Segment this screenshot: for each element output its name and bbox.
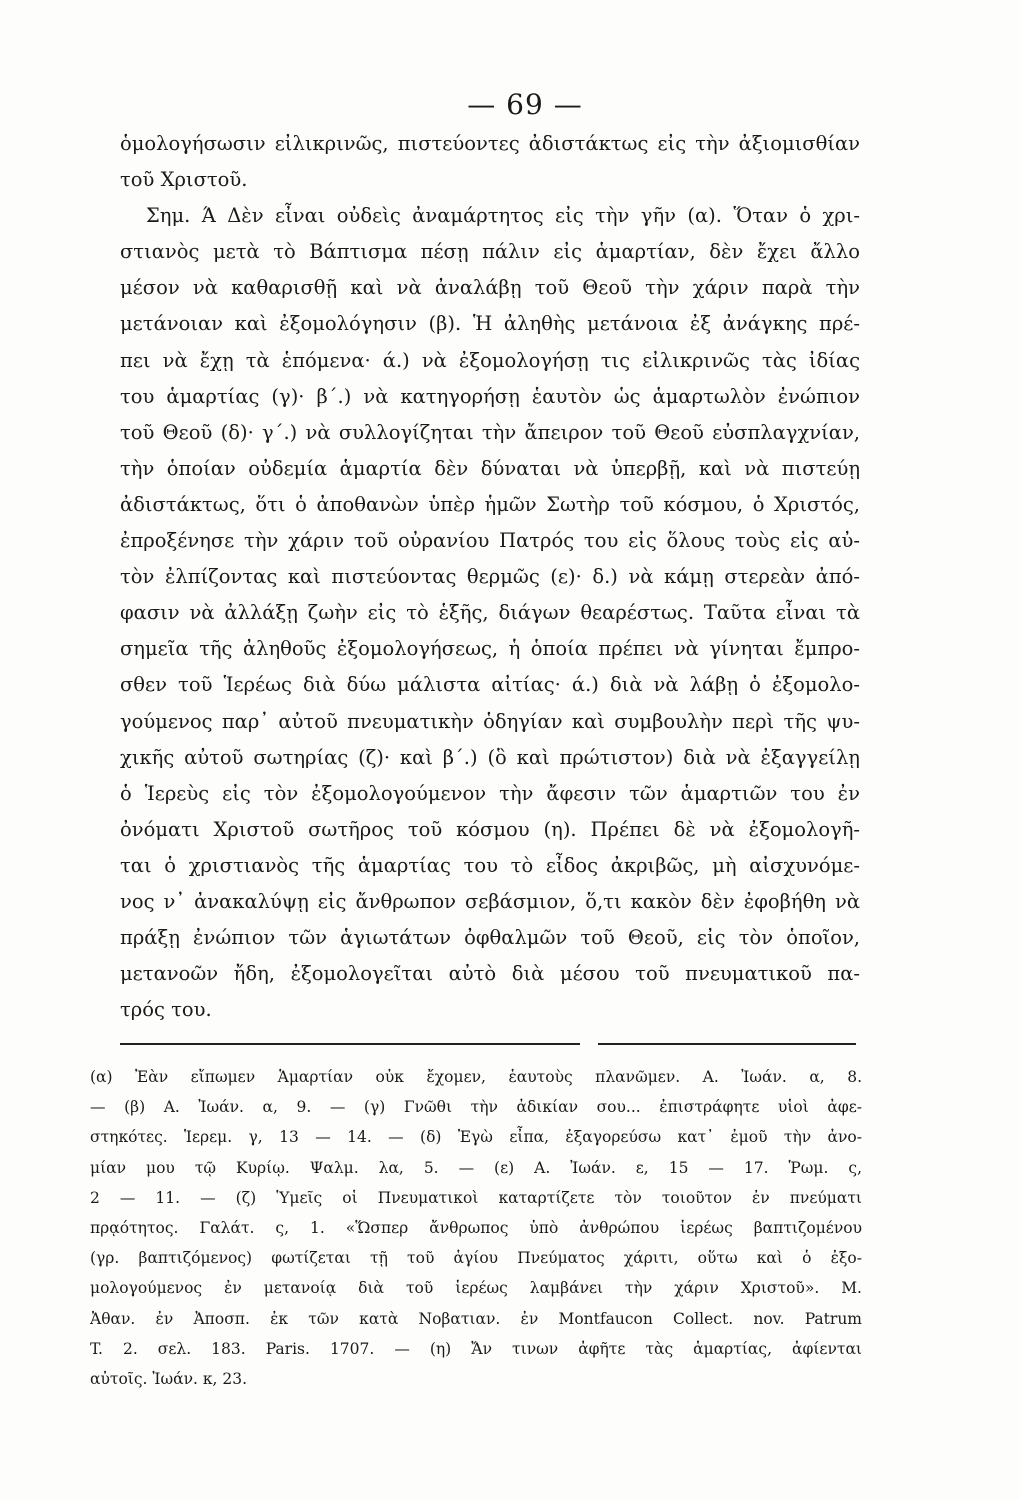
footnote-separator-rule <box>598 1043 856 1045</box>
body-line: τοῦ Θεοῦ (δ)· γ΄.) νὰ συλλογίζηται τὴν ἄπειρον τοῦ Θεοῦ εὐσπλαγχνίαν, <box>120 420 860 444</box>
body-line: ὀνόματι Χριστοῦ σωτῆρος τοῦ κόσμου (η). Πρέπει δὲ νὰ ἐξομολογῆ- <box>120 817 860 841</box>
footnote-line: T. 2. σελ. 183. Paris. 1707. — (η) Ἄν τινων ἀφῆτε τὰς ἁμαρτίας, ἀφίενται <box>90 1339 862 1358</box>
body-line: μετάνοιαν καὶ ἐξομολόγησιν (β). Ἡ ἀληθὴς μετάνοια ἐξ ἀνάγκης πρέ- <box>120 312 860 336</box>
footnote-line: — (β) Α. Ἰωάν. α, 9. — (γ) Γνῶθι τὴν ἀδικίαν σου... ἐπιστράφητε υἱοὶ ἀφε- <box>90 1098 862 1117</box>
body-line: τρός του. <box>120 998 212 1022</box>
body-line: πράξῃ ἐνώπιον τῶν ἁγιωτάτων ὀφθαλμῶν τοῦ Θεοῦ, εἰς τὸν ὁποῖον, <box>120 926 860 950</box>
footnote-line: πρᾳότητος. Γαλάτ. ς, 1. «Ὥσπερ ἄνθρωπος ὑπὸ ἀνθρώπου ἱερέως βαπτιζομένου <box>90 1218 862 1237</box>
footnote-line: (α) Ἐὰν εἴπωμεν Ἁμαρτίαν οὐκ ἔχομεν, ἑαυτοὺς πλανῶμεν. Α. Ἰωάν. α, 8. <box>90 1068 862 1086</box>
body-line: τοῦ Χριστοῦ. <box>120 168 248 192</box>
body-line: πει νὰ ἔχῃ τὰ ἑπόμενα· ά.) νὰ ἐξομολογήσῃ τις εἰλικρινῶς τὰς ἰδίας <box>120 348 860 372</box>
footnote-line: μίαν μου τῷ Κυρίῳ. Ψαλμ. λα, 5. — (ε) Α. Ἰωάν. ε, 15 — 17. Ῥωμ. ς, <box>90 1158 862 1177</box>
body-line: χικῆς αὐτοῦ σωτηρίας (ζ)· καὶ β΄.) (ὃ καὶ πρώτιστον) διὰ νὰ ἐξαγγείλῃ <box>120 745 860 769</box>
main-text <box>120 126 860 1028</box>
footnote-line: στηκότες. Ἱερεμ. γ, 13 — 14. — (δ) Ἐγὼ εἶπα, ἐξαγορεύσω κατ᾽ ἐμοῦ τὴν ἀνο- <box>90 1128 862 1147</box>
body-line: φασιν νὰ ἀλλάξῃ ζωὴν εἰς τὸ ἑξῆς, διάγων θεαρέστως. Ταῦτα εἶναι τὰ <box>120 601 860 625</box>
body-line: στιανὸς μετὰ τὸ Βάπτισμα πέσῃ πάλιν εἰς ἁμαρτίαν, δὲν ἔχει ἄλλο <box>120 240 860 264</box>
body-line: γούμενος παρ᾽ αὐτοῦ πνευματικὴν ὁδηγίαν καὶ συμβουλὴν περὶ τῆς ψυ- <box>120 709 860 733</box>
body-line: του ἁμαρτίας (γ)· β΄.) νὰ κατηγορήσῃ ἑαυτὸν ὡς ἁμαρτωλὸν ἐνώπιον <box>120 384 860 408</box>
body-line: τὸν ἐλπίζοντας καὶ πιστεύοντας θερμῶς (ε)· δ.) νὰ κάμῃ στερεὰν ἀπό- <box>120 565 860 589</box>
body-line: ὁμολογήσωσιν εἰλικρινῶς, πιστεύοντες ἀδιστάκτως εἰς τὴν ἀξιομισθίαν <box>120 132 860 155</box>
footnote-line: (γρ. βαπτιζόμενος) φωτίζεται τῇ τοῦ ἁγίου Πνεύματος χάριτι, οὕτω καὶ ὁ ἐξο- <box>90 1249 862 1268</box>
body-line: Σημ. Ά Δὲν εἶναι οὐδεὶς ἀναμάρτητος εἰς τὴν γῆν (α). Ὅταν ὁ χρι- <box>146 204 860 228</box>
page-number: — 69 — <box>467 88 583 121</box>
body-line: ται ὁ χριστιανὸς τῆς ἁμαρτίας του τὸ εἶδος ἀκριβῶς, μὴ αἰσχυνόμε- <box>120 853 860 877</box>
footnote-line: αὐτοῖς. Ἰωάν. κ, 23. <box>90 1369 248 1388</box>
footnote-line: Ἀθαν. ἐν Ἀποσπ. ἐκ τῶν κατὰ Νοβατιαν. ἐν Montfaucon Collect. nov. Patrum <box>90 1309 862 1328</box>
body-line: μέσον νὰ καθαρισθῇ καὶ νὰ ἀναλάβῃ τοῦ Θεοῦ τὴν χάριν παρὰ τὴν <box>120 276 860 300</box>
body-line: τὴν ὁποίαν οὐδεμία ἁμαρτία δὲν δύναται νὰ ὑπερβῇ, καὶ νὰ πιστεύῃ <box>120 456 860 480</box>
footnote-line: μολογούμενος ἐν μετανοίᾳ διὰ τοῦ ἱερέως λαμβάνει τὴν χάριν Χριστοῦ». Μ. <box>90 1279 862 1298</box>
body-line: σημεῖα τῆς ἀληθοῦς ἐξομολογήσεως, ἡ ὁποία πρέπει νὰ γίνηται ἔμπρο- <box>120 637 860 661</box>
footnotes <box>90 1062 862 1394</box>
body-line: ἀδιστάκτως, ὅτι ὁ ἀποθανὼν ὑπὲρ ἡμῶν Σωτὴρ τοῦ κόσμου, ὁ Χριστός, <box>120 492 860 516</box>
body-line: νος ν᾽ ἀνακαλύψῃ εἰς ἄνθρωπον σεβάσμιον, ὅ,τι κακὸν δὲν ἐφοβήθη νὰ <box>120 889 860 913</box>
body-line: ἐπροξένησε τὴν χάριν τοῦ οὐρανίου Πατρός του εἰς ὅλους τοὺς εἰς αὐ- <box>120 529 860 553</box>
footnote-line: 2 — 11. — (ζ) Ὑμεῖς οἱ Πνευματικοὶ καταρτίζετε τὸν τοιοῦτον ἐν πνεύματι <box>90 1188 862 1207</box>
footnote-separator-rule <box>120 1043 580 1045</box>
body-line: μετανοῶν ἤδη, ἐξομολογεῖται αὐτὸ διὰ μέσου τοῦ πνευματικοῦ πα- <box>120 962 860 986</box>
body-line: ὁ Ἱερεὺς εἰς τὸν ἐξομολογούμενον τὴν ἄφεσιν τῶν ἁμαρτιῶν του ἐν <box>120 781 860 805</box>
body-line: σθεν τοῦ Ἱερέως διὰ δύω μάλιστα αἰτίας· ά.) διὰ νὰ λάβῃ ὁ ἐξομολο- <box>120 673 860 697</box>
